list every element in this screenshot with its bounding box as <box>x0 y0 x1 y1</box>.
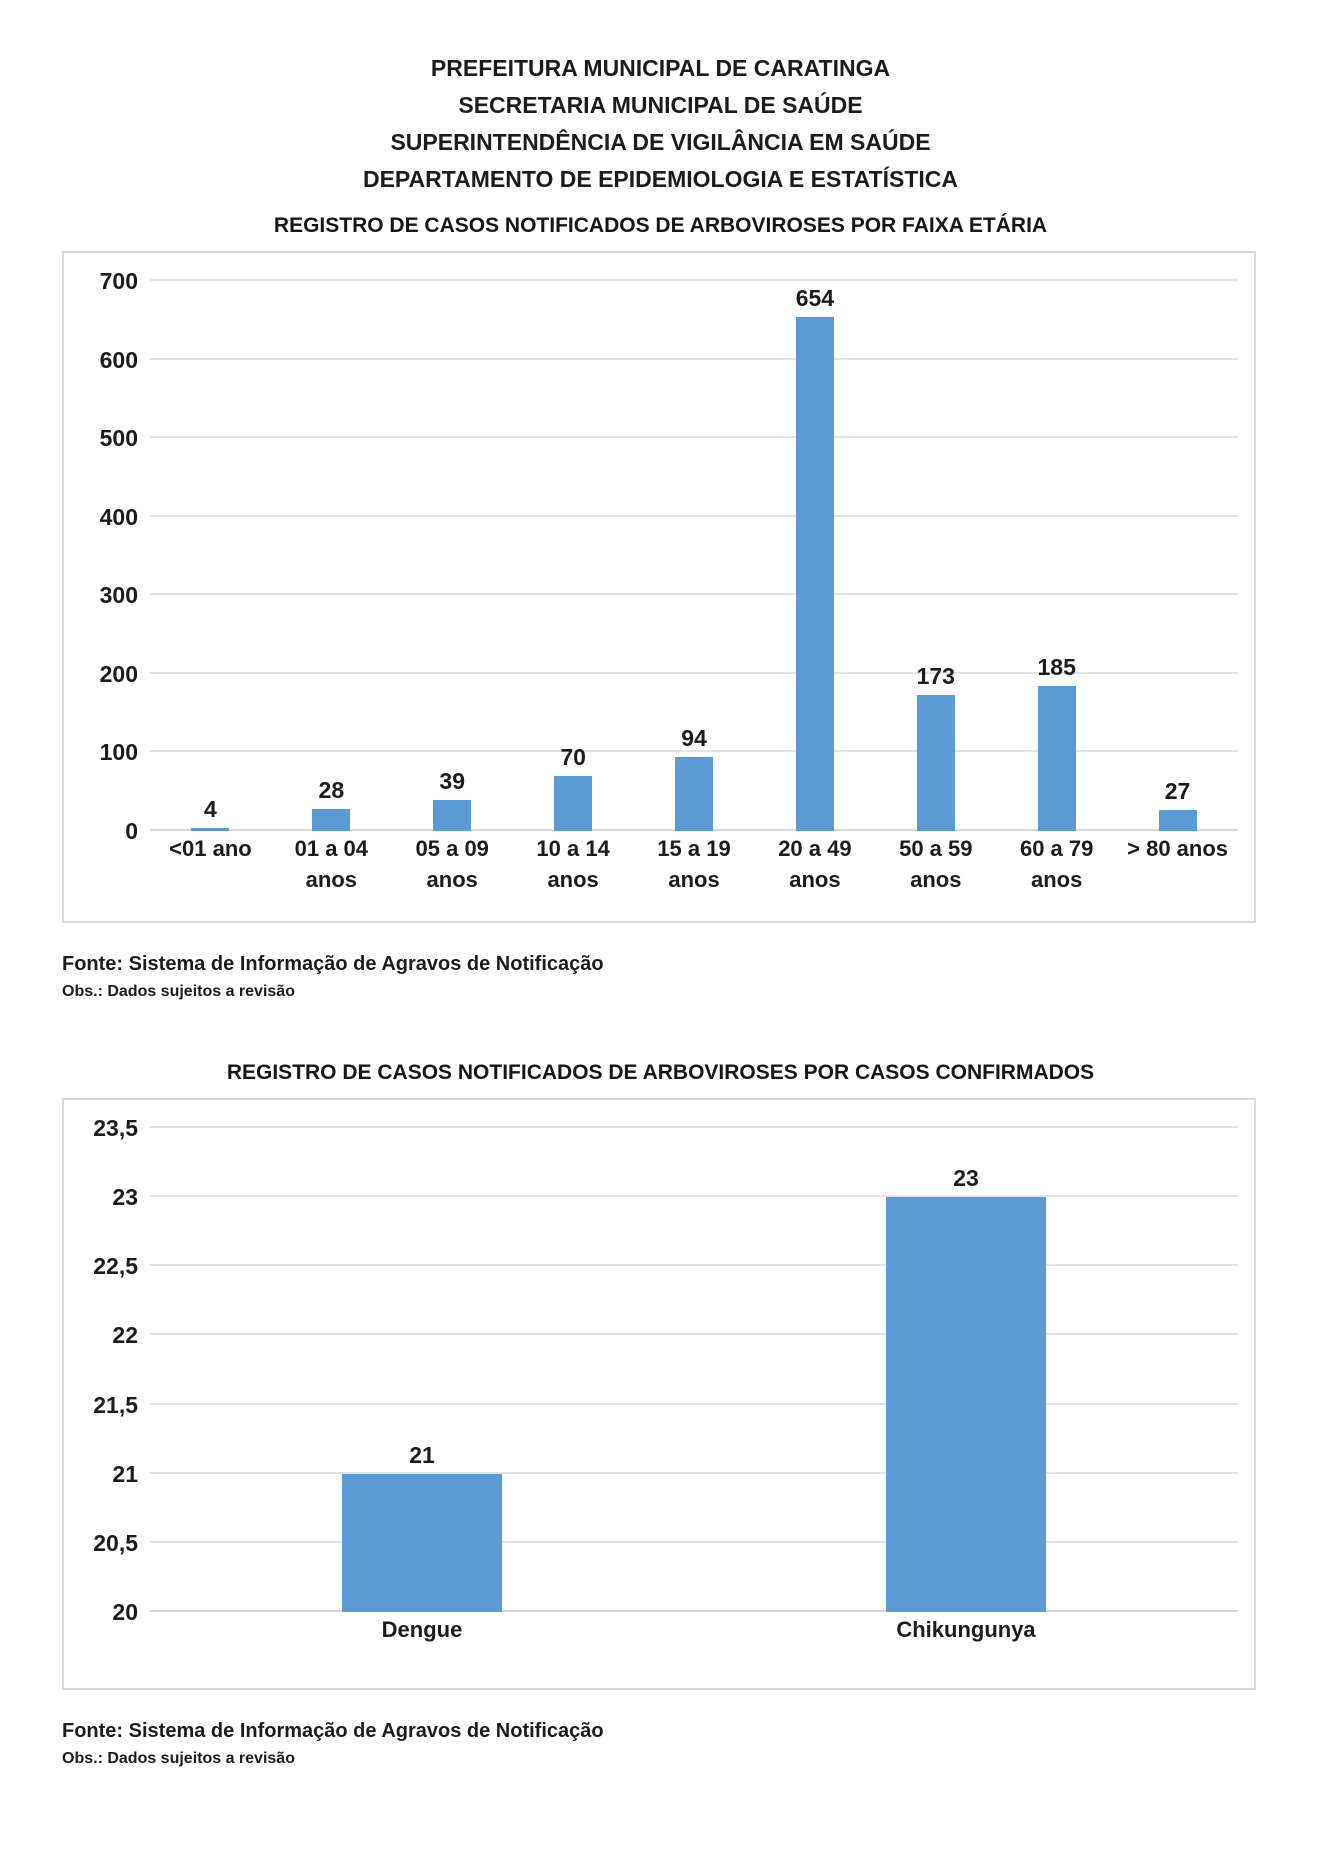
bar-slot <box>271 281 392 831</box>
header-line-3: SUPERINTENDÊNCIA DE VIGILÂNCIA EM SAÚDE <box>390 129 931 155</box>
x-axis-label-01-a-04-anos: 01 a 04 anos <box>294 836 369 892</box>
y-axis-tick-label: 200 <box>99 660 138 687</box>
bar-value-label: 4 <box>204 795 217 822</box>
x-axis-label-05-a-09-anos: 05 a 09 anos <box>415 836 489 892</box>
y-axis-tick-label: 100 <box>99 739 138 766</box>
bar-slot <box>996 281 1117 831</box>
bar-slot <box>875 281 996 831</box>
chart1-source-text: Fonte: Sistema de Informação de Agravos de Notificação <box>62 953 604 975</box>
bar-value-label: 21 <box>409 1441 435 1468</box>
chart2-y-axis <box>64 1115 138 1625</box>
x-axis-label-15-a-19-anos: 15 a 19 anos <box>657 836 731 892</box>
bars-layer <box>150 1128 1238 1612</box>
bar-value-label: 70 <box>560 744 586 770</box>
bar-slot <box>754 281 875 831</box>
chart1-box <box>62 251 1256 923</box>
bar-slot <box>150 281 271 831</box>
chart2-source-text: Fonte: Sistema de Informação de Agravos de Notificação <box>62 1720 604 1742</box>
chart1-y-axis <box>64 268 138 844</box>
bar-slot <box>1117 281 1238 831</box>
chart1-x-axis-labels <box>150 823 1238 921</box>
y-axis-tick-label: 0 <box>125 818 138 844</box>
y-axis-tick-label: 20,5 <box>93 1529 138 1556</box>
x-axis-label-10-a-14-anos: 10 a 14 anos <box>536 836 610 892</box>
bar-value-label: 23 <box>953 1165 979 1192</box>
bar-60-a-79-anos <box>1038 686 1076 831</box>
chart2-note-text: Obs.: Dados sujeitos a revisão <box>62 1750 295 1767</box>
y-axis-tick-label: 500 <box>99 425 138 452</box>
bar-value-label: 39 <box>439 768 466 795</box>
bar-chikungunya <box>886 1197 1046 1612</box>
bar-15-a-19-anos <box>675 757 713 831</box>
chart2-box <box>62 1098 1256 1690</box>
chart2-plot-area <box>150 1128 1238 1612</box>
bar-50-a-59-anos <box>917 695 955 831</box>
y-axis-tick-label: 20 <box>112 1599 138 1625</box>
bar-slot <box>513 281 634 831</box>
document-header <box>0 0 1321 198</box>
x-axis-label-chikungunya: Chikungunya <box>896 1617 1036 1642</box>
y-axis-tick-label: 23 <box>112 1184 138 1211</box>
y-axis-tick-label: 23,5 <box>93 1115 138 1141</box>
bar-slot <box>634 281 755 831</box>
header-line-4: DEPARTAMENTO DE EPIDEMIOLOGIA E ESTATÍSTICA <box>362 166 959 192</box>
bar-value-label: 28 <box>318 777 345 803</box>
chart1-plot-area <box>150 281 1238 831</box>
bar-value-label: 654 <box>795 285 835 312</box>
chart2-title: REGISTRO DE CASOS NOTIFICADOS DE ARBOVIROSES POR CASOS CONFIRMADOS <box>226 1061 1095 1084</box>
bar-20-a-49-anos <box>796 317 834 831</box>
x-axis-label-20-a-49-anos: 20 a 49 anos <box>778 836 852 892</box>
bar-value-label: 94 <box>681 725 707 752</box>
bars-layer <box>150 281 1238 831</box>
y-axis-tick-label: 21,5 <box>93 1391 138 1418</box>
bar-value-label: 27 <box>1164 777 1191 804</box>
x-axis-label-80-anos: > 80 anos <box>1127 836 1229 861</box>
bar-slot <box>150 1128 694 1612</box>
bar-value-label: 173 <box>916 663 955 690</box>
bar-dengue <box>342 1474 502 1612</box>
y-axis-tick-label: 700 <box>99 268 138 294</box>
y-axis-tick-label: 22,5 <box>93 1253 138 1280</box>
header-line-2: SECRETARIA MUNICIPAL DE SAÚDE <box>458 92 863 118</box>
chart1-note-text: Obs.: Dados sujeitos a revisão <box>62 983 295 1000</box>
bar-slot <box>392 281 513 831</box>
bar-value-label: 185 <box>1037 653 1076 680</box>
chart2-x-axis-labels <box>150 1602 1238 1688</box>
bar-slot <box>694 1128 1238 1612</box>
y-axis-tick-label: 22 <box>112 1322 138 1349</box>
header-line-1: PREFEITURA MUNICIPAL DE CARATINGA <box>430 55 891 81</box>
y-axis-tick-label: 400 <box>99 503 138 530</box>
y-axis-tick-label: 300 <box>99 582 138 609</box>
chart-section-casos-confirmados <box>0 1061 1321 1768</box>
x-axis-label-01-ano: <01 ano <box>169 836 252 861</box>
x-axis-label-dengue: Dengue <box>381 1617 463 1642</box>
y-axis-tick-label: 600 <box>99 346 138 373</box>
y-axis-tick-label: 21 <box>112 1460 138 1487</box>
x-axis-label-60-a-79-anos: 60 a 79 anos <box>1019 836 1094 892</box>
chart1-title: REGISTRO DE CASOS NOTIFICADOS DE ARBOVIROSES POR FAIXA ETÁRIA <box>273 214 1048 237</box>
x-axis-label-50-a-59-anos: 50 a 59 anos <box>899 836 973 892</box>
chart-section-faixa-etaria <box>0 214 1321 1001</box>
